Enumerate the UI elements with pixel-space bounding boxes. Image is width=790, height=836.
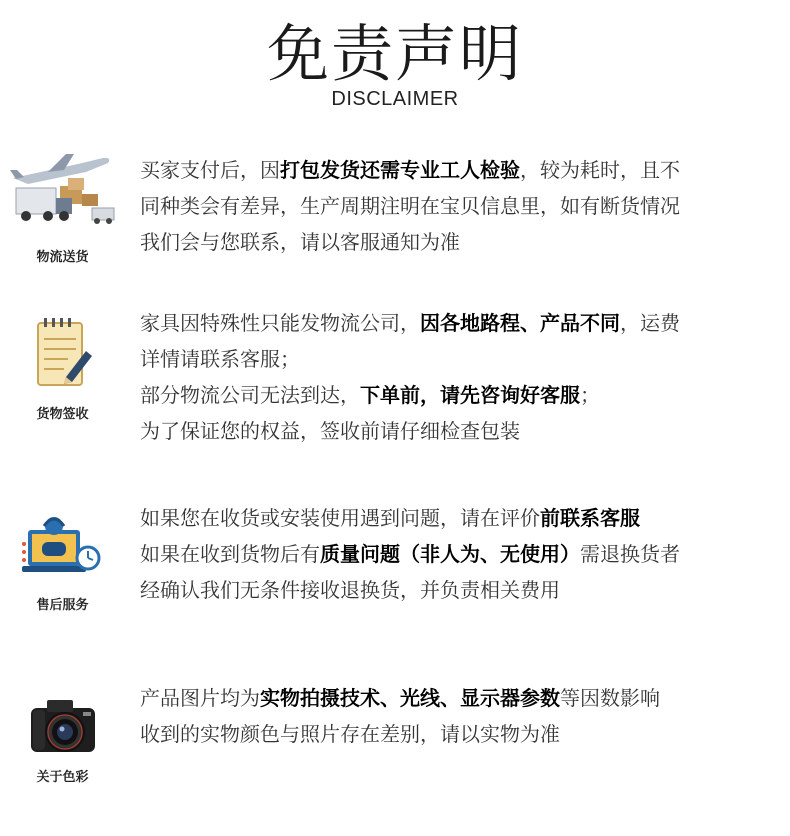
section-text <box>140 680 780 752</box>
body-text: 如果您在收货或安装使用遇到问题，请在评价 <box>140 506 540 530</box>
text-line <box>140 413 780 449</box>
emphasis-text: 因各地路程、产品不同 <box>420 311 620 335</box>
notepad-icon <box>0 315 125 399</box>
body-text: ； <box>580 383 600 407</box>
body-text: 同种类会有差异，生产周期注明在宝贝信息里，如有断货情况 <box>140 194 680 218</box>
text-line <box>140 572 780 608</box>
emphasis-text: 下单前，请先咨询好客服 <box>360 383 580 407</box>
page-title: 免责声明 <box>266 17 523 90</box>
body-text: 等因数影响 <box>560 686 660 710</box>
section-label: 物流送货 <box>36 250 89 265</box>
body-text: 收到的实物颜色与照片存在差别，请以实物为准 <box>140 722 560 746</box>
body-text: 需退换货者 <box>580 542 680 566</box>
section-label: 货物签收 <box>36 407 89 422</box>
section-text <box>140 305 780 449</box>
emphasis-text: 实物拍摄技术、光线、显示器参数 <box>260 686 560 710</box>
customer-service-icon <box>0 512 125 590</box>
body-text: 为了保证您的权益，签收前请仔细检查包装 <box>140 419 520 443</box>
section-text <box>140 152 780 260</box>
body-text: 详情请联系客服； <box>140 347 300 371</box>
section-text <box>140 500 780 608</box>
text-line <box>140 188 780 224</box>
body-text: 买家支付后，因 <box>140 158 280 182</box>
logistics-icon <box>0 150 125 234</box>
body-text: 产品图片均为 <box>140 686 260 710</box>
body-text: 我们会与您联系，请以客服通知为准 <box>140 230 460 254</box>
text-line <box>140 716 780 752</box>
text-line <box>140 377 780 413</box>
text-line <box>140 152 780 188</box>
emphasis-text: 打包发货还需专业工人检验 <box>280 158 520 182</box>
camera-icon <box>0 694 125 760</box>
section-label: 关于色彩 <box>36 770 89 785</box>
body-text: 如果在收到货物后有 <box>140 542 320 566</box>
body-text: ，运费 <box>620 311 680 335</box>
emphasis-text: 前联系客服 <box>540 506 640 530</box>
body-text: 家具因特殊性只能发物流公司， <box>140 311 420 335</box>
body-text: 部分物流公司无法到达， <box>140 383 360 407</box>
text-line <box>140 536 780 572</box>
emphasis-text: 质量问题（非人为、无使用） <box>320 542 580 566</box>
body-text: ，较为耗时，且不 <box>520 158 680 182</box>
text-line <box>140 341 780 377</box>
text-line <box>140 500 780 536</box>
body-text: 经确认我们无条件接收退换货，并负责相关费用 <box>140 578 560 602</box>
text-line <box>140 224 780 260</box>
text-line <box>140 305 780 341</box>
page-subtitle: DISCLAIMER <box>331 88 459 110</box>
text-line <box>140 680 780 716</box>
section-label: 售后服务 <box>36 598 89 613</box>
